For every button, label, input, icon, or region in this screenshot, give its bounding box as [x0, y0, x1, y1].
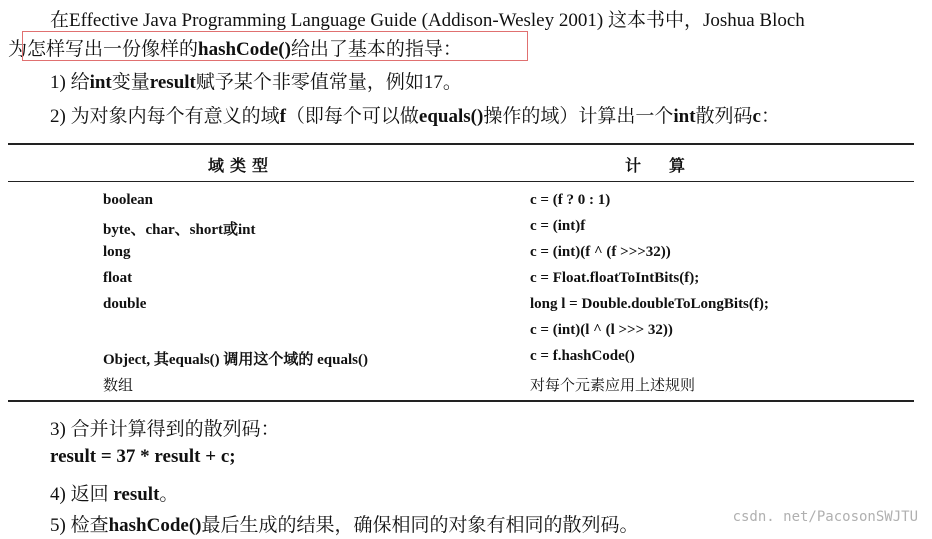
step-5-post: 最后生成的结果，确保相同的对象有相同的散列码。 — [201, 515, 639, 536]
step-3-text: 3) 合并计算得到的散列码： — [50, 419, 280, 440]
table-top-rule — [8, 143, 914, 145]
table-cell-calc: c = f.hashCode() — [530, 348, 635, 364]
step-3 — [50, 414, 280, 441]
step-1 — [50, 67, 462, 94]
step-4 — [50, 479, 178, 506]
intro-line-1-text: 在Effective Java Programming Language Guide (Addison-Wesley 2001) 这本书中，Joshua Bloch — [50, 10, 805, 31]
table-cell-type: Object, 其equals() 调用这个域的 equals() — [103, 352, 368, 368]
step-5-pre: 5) 检查 — [50, 515, 109, 536]
step-2-mid: （即每个可以做 — [285, 106, 419, 127]
step-2-post: ： — [760, 106, 780, 127]
watermark: csdn. net/PacosonSWJTU — [732, 509, 918, 525]
table-cell-type: long — [103, 244, 131, 260]
formula-text: result = 37 * result + c; — [50, 446, 236, 467]
table-cell-type: double — [103, 296, 147, 312]
step-1-mid: 变量 — [111, 72, 150, 93]
intro-line-2-post: 给出了基本的指导： — [290, 39, 462, 60]
step-4-post: 。 — [159, 484, 179, 505]
step-1-pre: 1) 给 — [50, 72, 90, 93]
table-bottom-rule — [8, 400, 914, 402]
step-4-pre: 4) 返回 — [50, 484, 114, 505]
step-2-pre: 2) 为对象内每个有意义的域 — [50, 106, 280, 127]
step-2-f: f — [279, 106, 286, 127]
table-cell-type: boolean — [103, 192, 154, 208]
table-cell-calc: 对每个元素应用上述规则 — [530, 378, 696, 394]
table-cell-type: byte、char、short或int — [103, 222, 256, 238]
intro-hashcode-code: hashCode() — [198, 39, 291, 60]
step-2-mid2: 操作的域）计算出一个 — [483, 106, 674, 127]
step-2-int: int — [673, 106, 696, 127]
step-4-result: result — [113, 484, 160, 505]
table-cell-type: float — [103, 270, 133, 286]
step-2-mid3: 散列码 — [695, 106, 753, 127]
intro-line-2-pre: 为怎样写出一份像样的 — [8, 39, 199, 60]
table-header-calc: 计算 — [625, 158, 714, 175]
table-cell-calc: c = Float.floatToIntBits(f); — [530, 270, 700, 286]
table-cell-calc: c = (f ? 0 : 1) — [530, 192, 611, 208]
step-5 — [50, 510, 639, 537]
table-cell-calc: long l = Double.doubleToLongBits(f); — [530, 296, 769, 312]
table-header-rule — [8, 181, 914, 182]
step-2-c: c — [752, 106, 761, 127]
step-2-equals: equals() — [418, 106, 484, 127]
table-cell-calc: c = (int)(f ^ (f >>>32)) — [530, 244, 671, 260]
step-1-result: result — [149, 72, 196, 93]
step-1-post: 赋予某个非零值常量，例如17。 — [195, 72, 462, 93]
formula — [50, 446, 236, 468]
table-cell-calc: c = (int)f — [530, 218, 586, 234]
step-2 — [50, 101, 780, 128]
table-cell-calc: c = (int)(l ^ (l >>> 32)) — [530, 322, 673, 338]
table-cell-type: 数组 — [103, 378, 134, 394]
step-5-code: hashCode() — [108, 515, 202, 536]
intro-line-1 — [50, 5, 805, 32]
highlight-box — [22, 31, 528, 61]
table-header-type: 域类型 — [208, 158, 275, 175]
step-1-int: int — [89, 72, 112, 93]
